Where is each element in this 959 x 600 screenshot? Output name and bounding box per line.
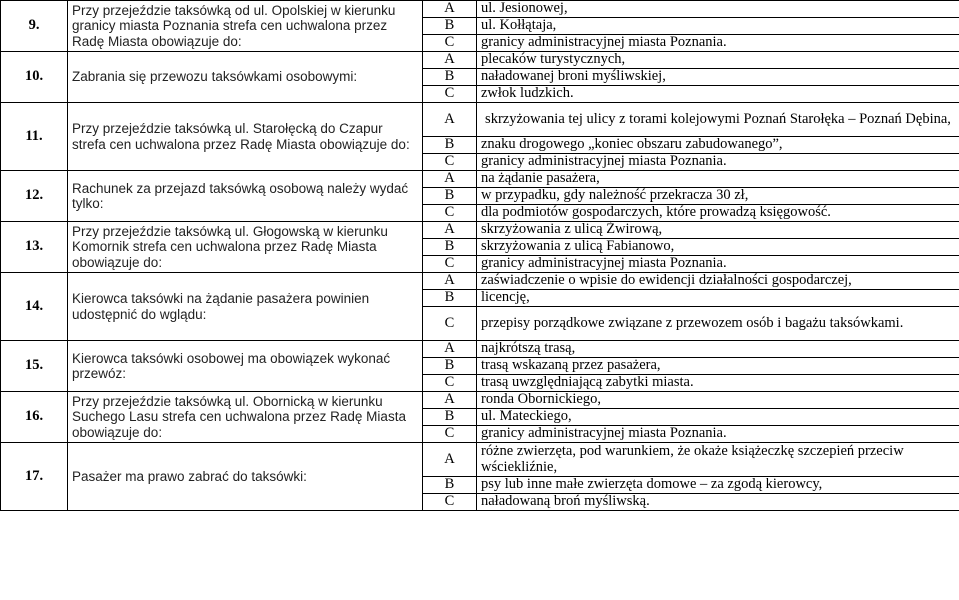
option-letter: B bbox=[423, 409, 477, 426]
option-letter: B bbox=[423, 358, 477, 375]
question-text: Kierowca taksówki na żądanie pasażera powinien udostępnić do wglądu: bbox=[68, 273, 423, 341]
question-row bbox=[1, 171, 959, 188]
option-text: ul. Jesionowej, bbox=[477, 1, 959, 18]
question-text: Pasażer ma prawo zabrać do taksówki: bbox=[68, 443, 423, 511]
option-text: granicy administracyjnej miasta Poznania. bbox=[477, 256, 959, 273]
question-row bbox=[1, 222, 959, 239]
option-letter: B bbox=[423, 290, 477, 307]
option-letter: A bbox=[423, 103, 477, 137]
question-number: 14. bbox=[1, 273, 68, 341]
option-letter: A bbox=[423, 443, 477, 477]
option-text: naładowanej broni myśliwskiej, bbox=[477, 69, 959, 86]
option-letter: C bbox=[423, 86, 477, 103]
question-number: 15. bbox=[1, 341, 68, 392]
option-letter: B bbox=[423, 69, 477, 86]
question-row bbox=[1, 52, 959, 69]
question-text: Przy przejeździe taksówką ul. Głogowską w kierunku Komornik strefa cen uchwalona przez Radę Miasta obowiązuje do: bbox=[68, 222, 423, 273]
option-letter: A bbox=[423, 171, 477, 188]
question-text: Rachunek za przejazd taksówką osobową należy wydać tylko: bbox=[68, 171, 423, 222]
option-letter: C bbox=[423, 375, 477, 392]
question-text: Zabrania się przewozu taksówkami osobowymi: bbox=[68, 52, 423, 103]
option-text: skrzyżowania z ulicą Fabianowo, bbox=[477, 239, 959, 256]
quiz-body bbox=[1, 1, 959, 511]
option-text: trasą wskazaną przez pasażera, bbox=[477, 358, 959, 375]
option-text: granicy administracyjnej miasta Poznania. bbox=[477, 154, 959, 171]
option-text: naładowaną broń myśliwską. bbox=[477, 494, 959, 511]
option-text: dla podmiotów gospodarczych, które prowadzą księgowość. bbox=[477, 205, 959, 222]
option-text: granicy administracyjnej miasta Poznania. bbox=[477, 35, 959, 52]
option-text: przepisy porządkowe związane z przewozem osób i bagażu taksówkami. bbox=[477, 307, 959, 341]
question-number: 16. bbox=[1, 392, 68, 443]
option-letter: B bbox=[423, 18, 477, 35]
option-text: trasą uwzględniającą zabytki miasta. bbox=[477, 375, 959, 392]
question-row bbox=[1, 392, 959, 409]
question-number: 13. bbox=[1, 222, 68, 273]
option-letter: C bbox=[423, 426, 477, 443]
option-text: skrzyżowania z ulicą Żwirową, bbox=[477, 222, 959, 239]
option-letter: B bbox=[423, 188, 477, 205]
option-text: psy lub inne małe zwierzęta domowe – za zgodą kierowcy, bbox=[477, 477, 959, 494]
question-number: 12. bbox=[1, 171, 68, 222]
option-text: licencję, bbox=[477, 290, 959, 307]
option-text: granicy administracyjnej miasta Poznania. bbox=[477, 426, 959, 443]
question-row bbox=[1, 443, 959, 477]
option-letter: C bbox=[423, 205, 477, 222]
option-letter: C bbox=[423, 35, 477, 52]
option-letter: A bbox=[423, 222, 477, 239]
question-number: 10. bbox=[1, 52, 68, 103]
question-text: Kierowca taksówki osobowej ma obowiązek wykonać przewóz: bbox=[68, 341, 423, 392]
question-number: 11. bbox=[1, 103, 68, 171]
option-letter: A bbox=[423, 1, 477, 18]
option-text: zwłok ludzkich. bbox=[477, 86, 959, 103]
option-letter: A bbox=[423, 273, 477, 290]
question-text: Przy przejeździe taksówką ul. Starołęcką do Czapur strefa cen uchwalona przez Radę Miasta obowiązuje do: bbox=[68, 103, 423, 171]
option-text: ul. Kołłątaja, bbox=[477, 18, 959, 35]
question-number: 17. bbox=[1, 443, 68, 511]
option-letter: B bbox=[423, 137, 477, 154]
option-letter: A bbox=[423, 52, 477, 69]
option-letter: C bbox=[423, 256, 477, 273]
option-text: najkrótszą trasą, bbox=[477, 341, 959, 358]
option-letter: C bbox=[423, 154, 477, 171]
option-letter: A bbox=[423, 392, 477, 409]
option-text: na żądanie pasażera, bbox=[477, 171, 959, 188]
question-text: Przy przejeździe taksówką ul. Obornicką w kierunku Suchego Lasu strefa cen uchwalona przez Radę Miasta obowiązuje do: bbox=[68, 392, 423, 443]
question-row bbox=[1, 103, 959, 137]
option-letter: B bbox=[423, 477, 477, 494]
option-text: skrzyżowania tej ulicy z torami kolejowymi Poznań Starołęka – Poznań Dębina, bbox=[477, 103, 959, 137]
question-number: 9. bbox=[1, 1, 68, 52]
option-text: ul. Mateckiego, bbox=[477, 409, 959, 426]
option-text: znaku drogowego „koniec obszaru zabudowanego”, bbox=[477, 137, 959, 154]
option-letter: C bbox=[423, 494, 477, 511]
question-text: Przy przejeździe taksówką od ul. Opolskiej w kierunku granicy miasta Poznania strefa cen uchwalona przez Radę Miasta obowiązuje do: bbox=[68, 1, 423, 52]
option-text: zaświadczenie o wpisie do ewidencji działalności gospodarczej, bbox=[477, 273, 959, 290]
question-row bbox=[1, 1, 959, 18]
option-letter: B bbox=[423, 239, 477, 256]
option-text: różne zwierzęta, pod warunkiem, że okaże książeczkę szczepień przeciw wściekliźnie, bbox=[477, 443, 959, 477]
option-text: plecaków turystycznych, bbox=[477, 52, 959, 69]
option-letter: A bbox=[423, 341, 477, 358]
question-row bbox=[1, 273, 959, 290]
option-text: ronda Obornickiego, bbox=[477, 392, 959, 409]
option-text: w przypadku, gdy należność przekracza 30 zł, bbox=[477, 188, 959, 205]
option-letter: C bbox=[423, 307, 477, 341]
question-row bbox=[1, 341, 959, 358]
